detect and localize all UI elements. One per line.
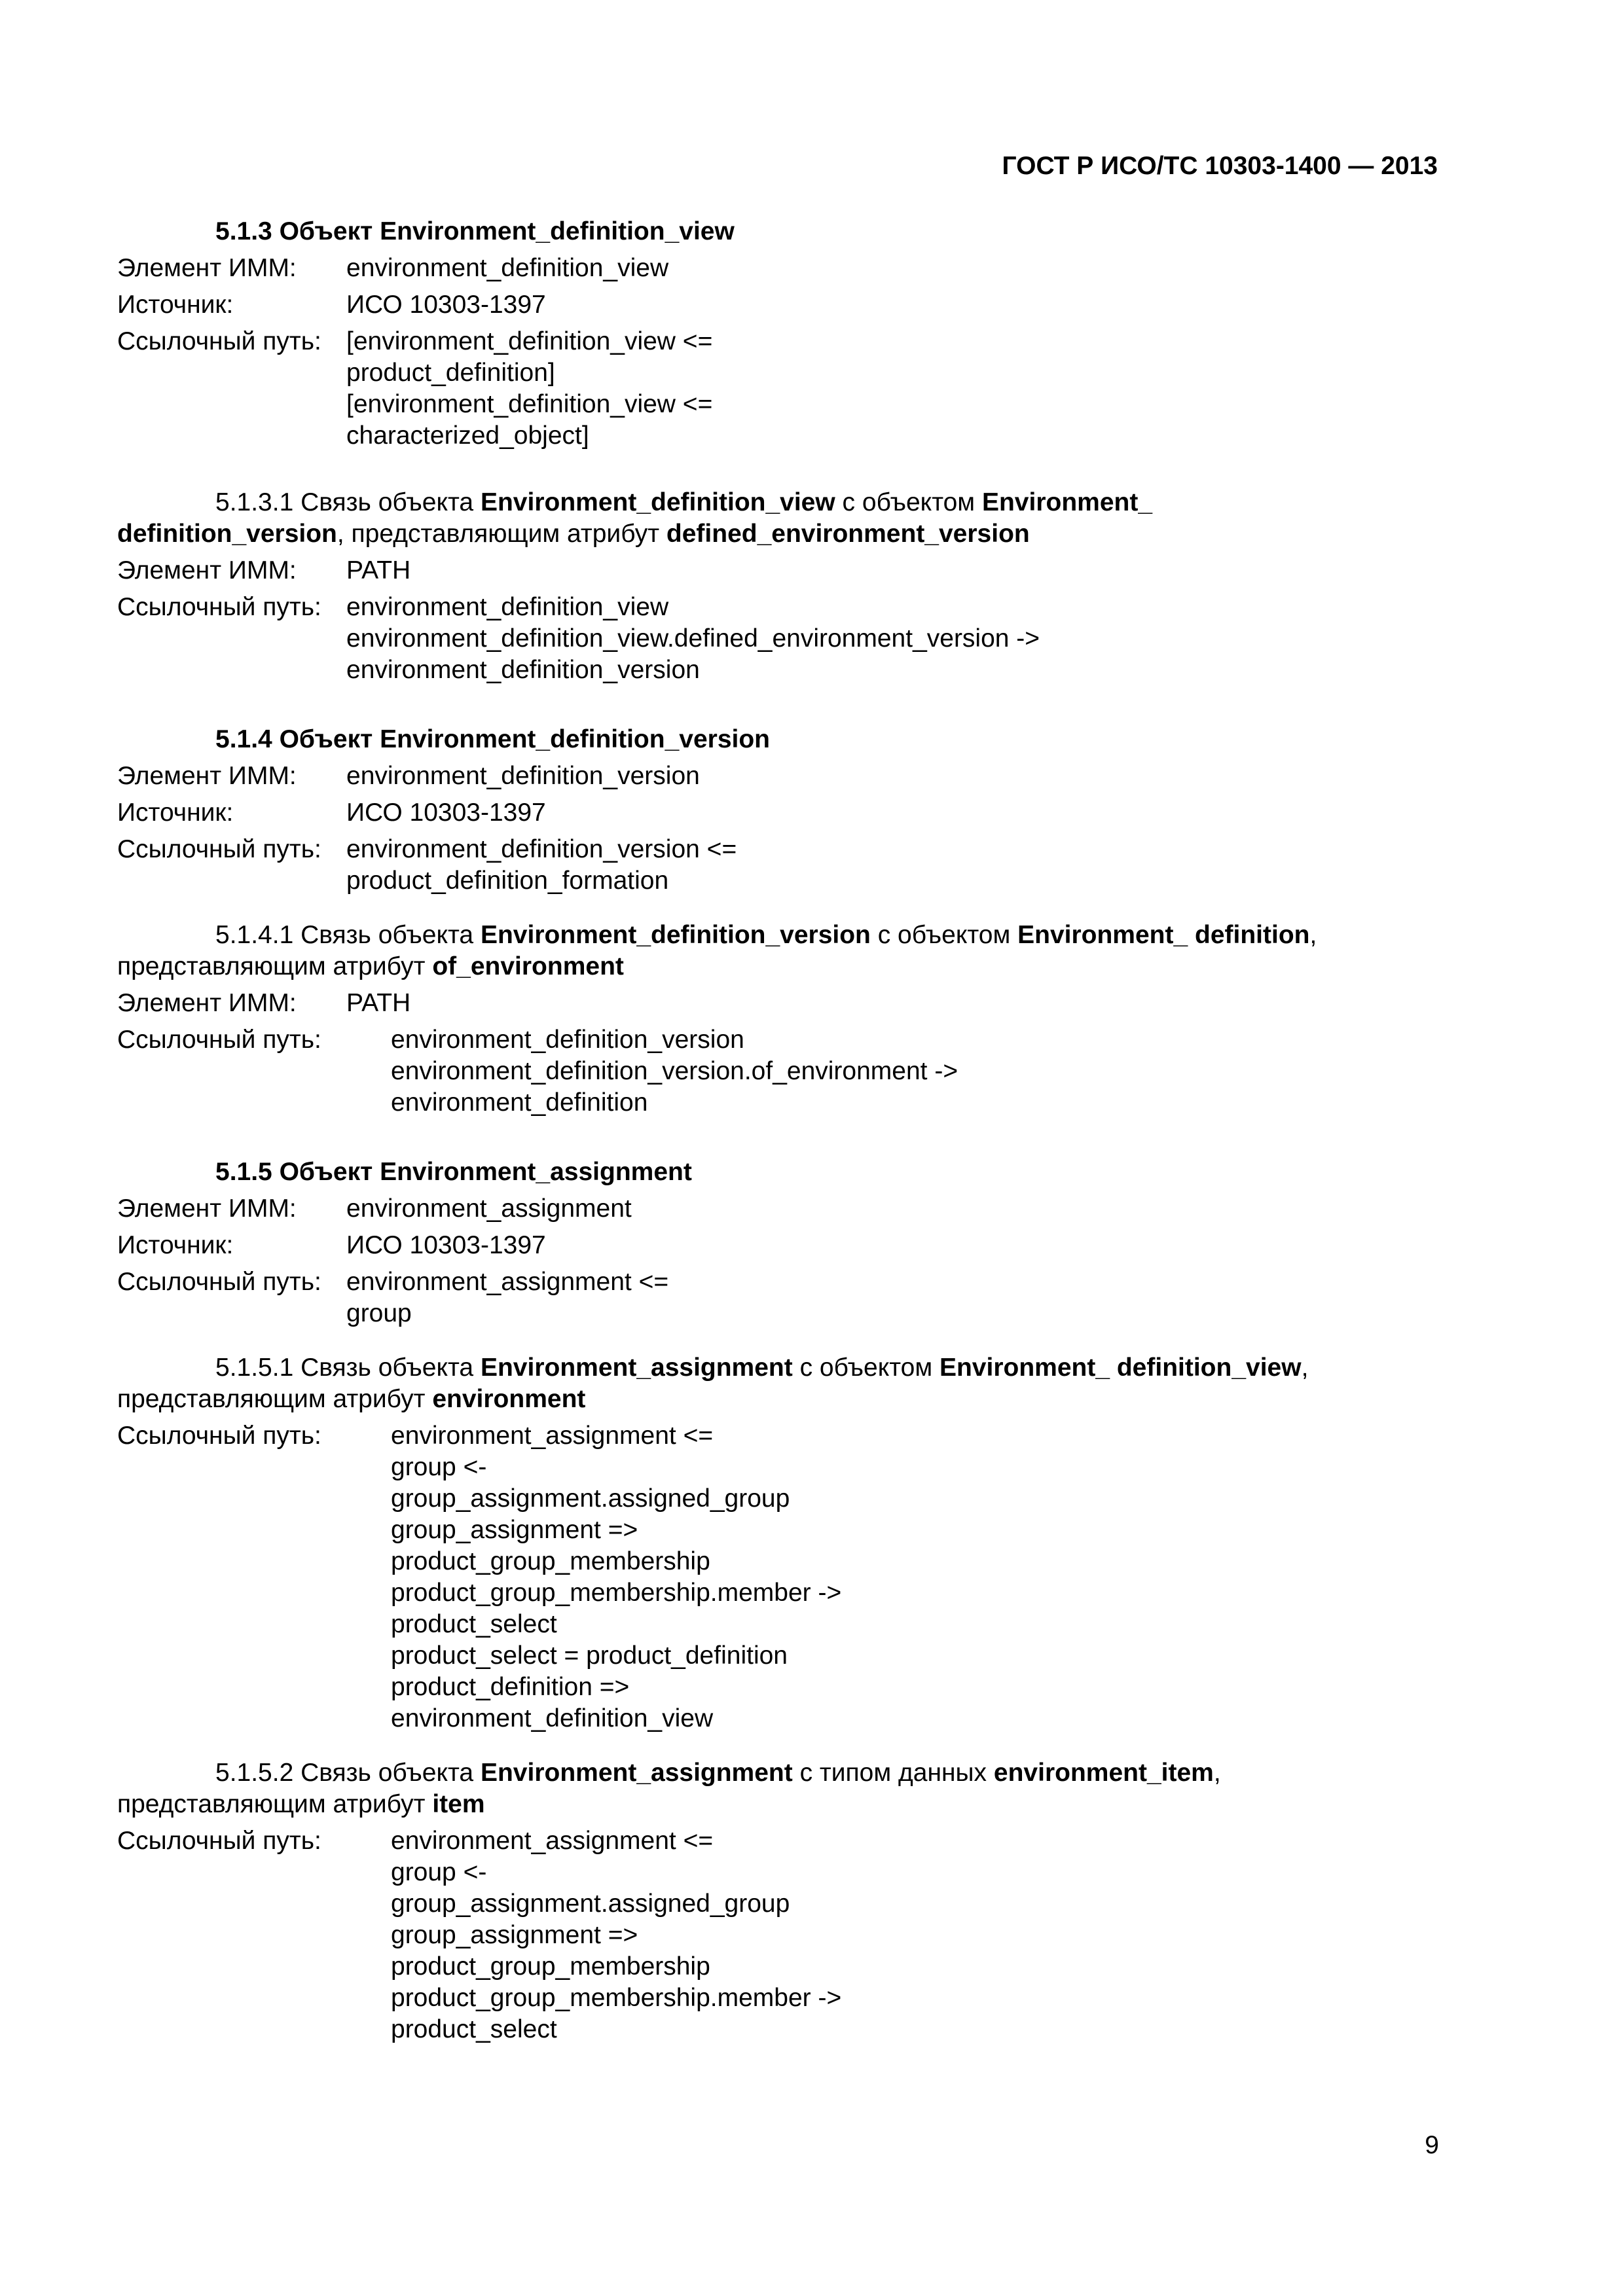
element-value: PATH [346, 989, 411, 1017]
paragraph-5-1-3-1-cont [117, 518, 1453, 550]
ref-path-value: environment_definition_version <= product_definition_formation [346, 835, 737, 895]
ref-path-label: Ссылочный путь: [117, 1026, 321, 1054]
document-header: ГОСТ Р ИСО/ТС 10303-1400 — 2013 [1002, 152, 1438, 180]
element-value: environment_assignment [346, 1194, 632, 1223]
text-run: с объектом [870, 921, 1018, 949]
section-heading-5-1-5: 5.1.5 Объект Environment_assignment [215, 1158, 692, 1186]
element-label: Элемент ИММ: [117, 1194, 297, 1223]
document-body [117, 216, 1453, 2045]
bold-term: Environment_ [981, 488, 1153, 516]
page-number: 9 [1425, 2131, 1439, 2159]
bold-term: environment [432, 1385, 586, 1413]
text-run: 5.1.3.1 Связь объекта [215, 488, 481, 516]
bold-term: Environment_assignment [480, 1354, 793, 1382]
bold-term: defined_environment_version [666, 520, 1030, 548]
bold-term: definition_version [117, 520, 337, 548]
source-label: Источник: [117, 1231, 234, 1259]
paragraph-5-1-4-1-cont [117, 951, 1453, 982]
paragraph-5-1-5-1 [215, 1352, 1453, 1384]
ref-path-label: Ссылочный путь: [117, 327, 321, 355]
ref-path-value: environment_definition_version environment_definition_version.of_environment -> environment_definition [391, 1026, 958, 1117]
ref-path-value: environment_assignment <= group <- group_assignment.assigned_group group_assignment => product_group_membership product_group_membership.member -> product_select [391, 1827, 842, 2043]
element-row [117, 988, 1453, 1019]
element-label: Элемент ИММ: [117, 556, 297, 584]
element-row [117, 253, 1453, 284]
bold-term: Environment_assignment [480, 1759, 793, 1787]
element-row [117, 1193, 1453, 1225]
text-run: с объектом [792, 1354, 939, 1382]
bold-term: Environment_definition_view [480, 488, 835, 516]
ref-path-row [117, 1420, 1453, 1734]
text-run: представляющим атрибут [117, 1385, 433, 1413]
text-run: , [1213, 1759, 1221, 1787]
source-row [117, 1230, 1453, 1261]
element-label: Элемент ИММ: [117, 762, 297, 790]
text-run: 5.1.5.2 Связь объекта [215, 1759, 481, 1787]
bold-term: environment_item [993, 1759, 1214, 1787]
section-heading-5-1-4: 5.1.4 Объект Environment_definition_version [215, 725, 770, 753]
paragraph-5-1-3-1 [215, 487, 1453, 518]
text-run: представляющим атрибут [117, 952, 433, 980]
element-value: PATH [346, 556, 411, 584]
text-run: с объектом [835, 488, 982, 516]
paragraph-5-1-5-2 [215, 1757, 1453, 1789]
ref-path-label: Ссылочный путь: [117, 1268, 321, 1296]
ref-path-row [117, 326, 1453, 452]
text-run: 5.1.5.1 Связь объекта [215, 1354, 481, 1382]
source-row [117, 289, 1453, 321]
ref-path-label: Ссылочный путь: [117, 835, 321, 863]
paragraph-5-1-5-1-cont [117, 1384, 1453, 1415]
source-row [117, 797, 1453, 829]
ref-path-row [117, 592, 1453, 686]
text-run: с типом данных [792, 1759, 994, 1787]
text-run: 5.1.4.1 Связь объекта [215, 921, 481, 949]
source-label: Источник: [117, 798, 234, 827]
element-value: environment_definition_version [346, 762, 700, 790]
source-value: ИСО 10303-1397 [346, 798, 546, 827]
text-run: , представляющим атрибут [337, 520, 666, 548]
ref-path-label: Ссылочный путь: [117, 593, 321, 621]
ref-path-row [117, 834, 1453, 897]
text-run: представляющим атрибут [117, 1790, 433, 1818]
source-label: Источник: [117, 291, 234, 319]
element-label: Элемент ИММ: [117, 254, 297, 282]
element-value: environment_definition_view [346, 254, 669, 282]
ref-path-value: environment_assignment <= group [346, 1268, 669, 1327]
ref-path-value: environment_definition_view environment_definition_view.defined_environment_version -> environment_definition_version [346, 593, 1040, 684]
bold-term: Environment_ definition [1017, 921, 1310, 949]
element-row [117, 555, 1453, 586]
section-heading-5-1-3: 5.1.3 Объект Environment_definition_view [215, 217, 735, 245]
paragraph-5-1-4-1 [215, 920, 1453, 951]
text-run: , [1309, 921, 1317, 949]
ref-path-row [117, 1825, 1453, 2045]
element-row [117, 761, 1453, 792]
bold-term: Environment_ definition_view [939, 1354, 1302, 1382]
source-value: ИСО 10303-1397 [346, 1231, 546, 1259]
bold-term: of_environment [432, 952, 624, 980]
paragraph-5-1-5-2-cont [117, 1789, 1453, 1820]
bold-term: item [432, 1790, 485, 1818]
bold-term: Environment_definition_version [480, 921, 871, 949]
element-label: Элемент ИММ: [117, 989, 297, 1017]
ref-path-label: Ссылочный путь: [117, 1422, 321, 1450]
source-value: ИСО 10303-1397 [346, 291, 546, 319]
ref-path-value: environment_assignment <= group <- group_assignment.assigned_group group_assignment => product_group_membership product_group_membership.member -> product_select product_select = product_definition product_definition => environment_definition_view [391, 1422, 842, 1732]
ref-path-value: [environment_definition_view <= product_definition] [environment_definition_view <= characterized_object] [346, 327, 713, 450]
ref-path-row [117, 1266, 1453, 1329]
ref-path-row [117, 1024, 1453, 1119]
ref-path-label: Ссылочный путь: [117, 1827, 321, 1855]
text-run: , [1301, 1354, 1309, 1382]
